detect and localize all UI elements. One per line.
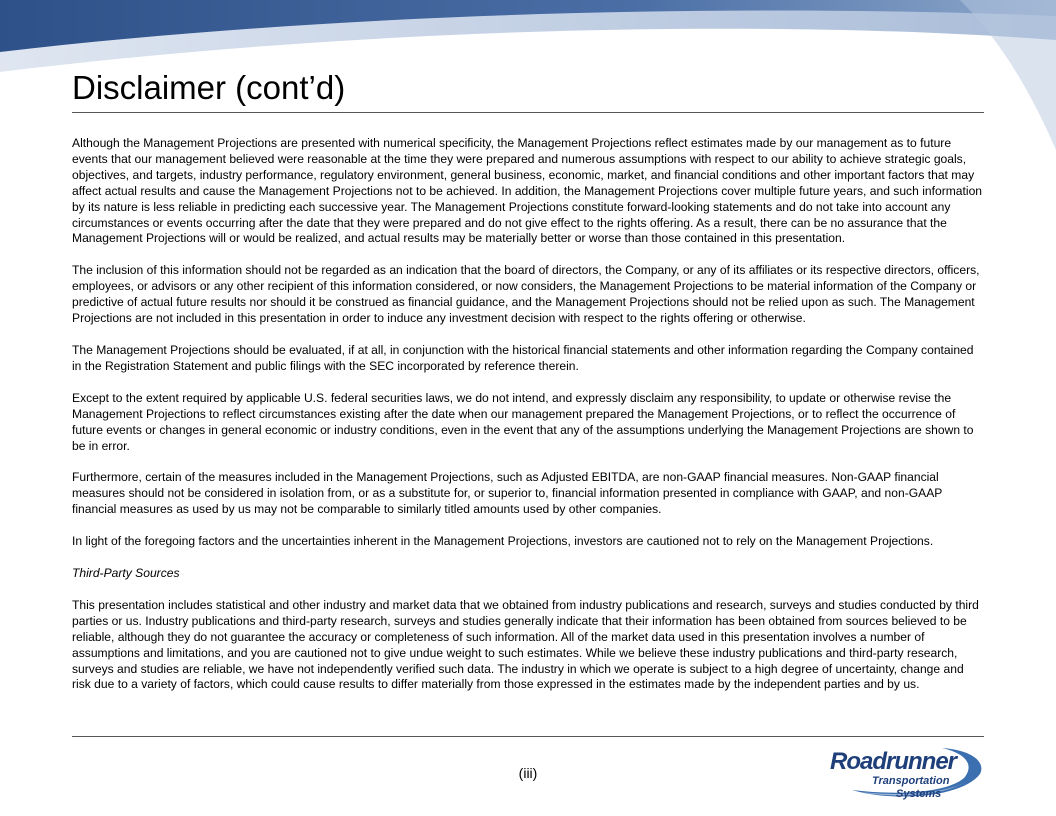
roadrunner-logo [822,744,986,804]
paragraph-caution: In light of the foregoing factors and the uncertainties inherent in the Management Projections, investors are cautioned not to rely on the Management Projections. [72,534,934,549]
disclaimer-body [72,136,984,709]
title-divider [72,112,984,113]
paragraph-third-party-sources: This presentation includes statistical and other industry and market data that we obtained from industry publications and research, surveys and studies conducted by third parties or us. Industry publications and third-party research, surveys and studies generally indicate that their information has been obtained from sources believed to be reliable, although they do not guarantee the accuracy or completeness of such information. All of the market data used in this presentation involves a number of assumptions and limitations, and you are cautioned not to give undue weight to such estimates. While we believe these industry publications and third-party research, surveys and studies are reliable, we have not independently verified such data. The industry in which we operate is subject to a high degree of uncertainty, change and risk due to a variety of factors, which could cause results to differ materially from those expressed in the estimates made by the independent parties and by us. [72,597,979,692]
logo-wordmark: Roadrunner [830,748,957,775]
logo-subtitle-systems: Systems [896,788,942,800]
page-number: (iii) [518,765,538,781]
paragraph-update-disclaimer: Except to the extent required by applicable U.S. federal securities laws, we do not intend, and expressly disclaim any responsibility, to update or otherwise revise the Management Projections to reflect circumstances existing after the date when our management prepared the Management Projections, or to reflect the occurrence of future events or changes in general economic or industry conditions, even in the event that any of the assumptions underlying the Management Projections are shown to be in error. [72,390,974,453]
paragraph-evaluation: The Management Projections should be evaluated, if at all, in conjunction with the historical financial statements and other information regarding the Company contained in the Registration Statement and public filings with the SEC incorporated by reference therein. [72,342,974,373]
paragraph-management-projections: Although the Management Projections are presented with numerical specificity, the Management Projections reflect estimates made by our management as to future events that our management believed were reasonable at the time they were prepared and numerous assumptions with respect to our ability to achieve strategic goals, objectives, and targets, industry performance, regulatory environment, general business, economic, market, and financial conditions and other important factors that may affect actual results and cause the Management Projections not to be achieved. In addition, the Management Projections cover multiple future years, and such information by its nature is less reliable in predicting each successive year. The Management Projections constitute forward-looking statements and do not take into account any circumstances or events occurring after the date that they were prepared and do not give effect to the rights offering. As a result, there can be no assurance that the Management Projections will or would be realized, and actual results may be materially better or worse than those contained in this presentation. [72,136,983,246]
page-title: Disclaimer (cont’d) [72,69,346,106]
paragraph-inclusion: The inclusion of this information should not be regarded as an indication that the board of directors, the Company, or any of its affiliates or its respective directors, officers, employees, or advisors or any other recipient of this information considered, or now considers, the Management Projections to be material information of the Company or predictive of actual future results nor should it be construed as financial guidance, and the Management Projections should not be relied upon as such. The Management Projections are not included in this presentation in order to induce any investment decision with respect to the rights offering or otherwise. [72,263,980,326]
footer-divider [72,736,984,737]
logo-subtitle-transportation: Transportation [872,775,950,787]
section-heading-third-party-sources: Third-Party Sources [72,566,180,581]
paragraph-non-gaap: Furthermore, certain of the measures included in the Management Projections, such as Adjusted EBITDA, are non-GAAP financial measures. Non-GAAP financial measures should not be considered in isolation from, or as a substitute for, or superior to, financial information presented in compliance with GAAP, and non-GAAP financial measures as used by us may not be comparable to similarly titled amounts used by other companies. [72,470,943,517]
